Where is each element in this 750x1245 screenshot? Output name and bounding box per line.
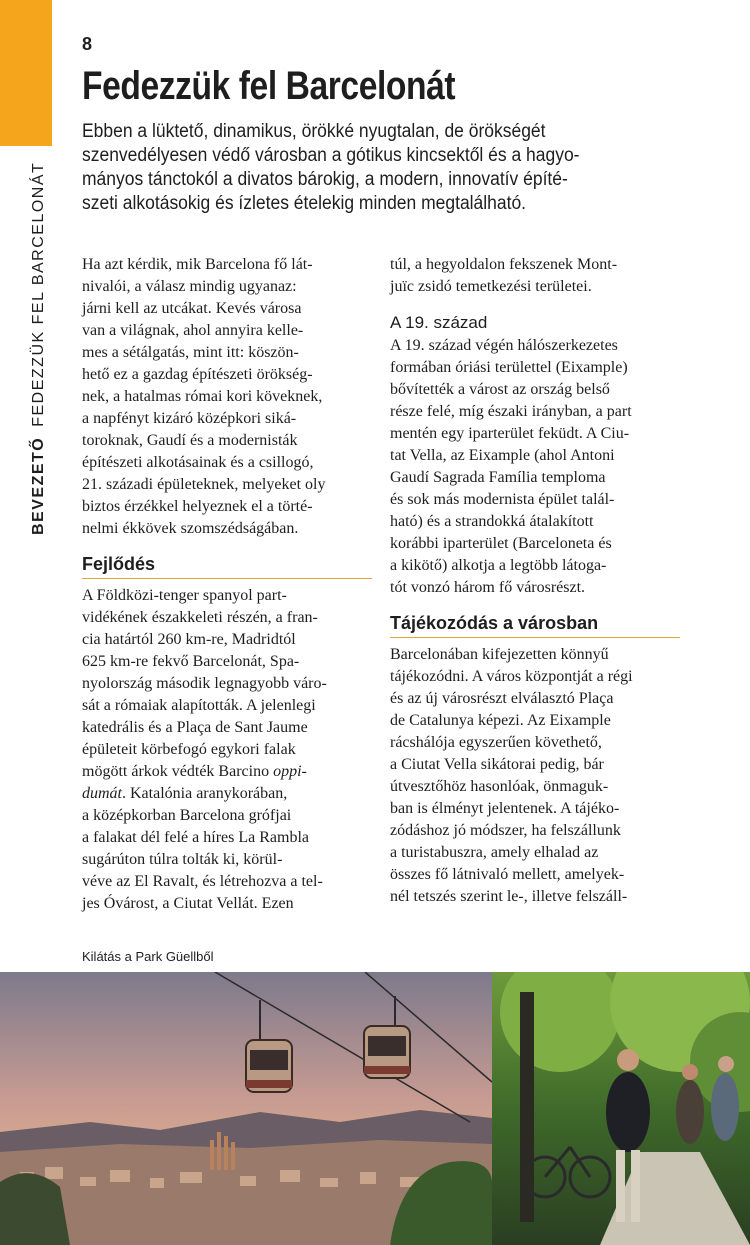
text-line: hető ez a gazdag építészeti örökség-	[82, 366, 313, 383]
right-column	[390, 254, 680, 908]
text-line: összes fő látnivaló mellett, amelyek-	[390, 866, 625, 883]
side-section-label: BEVEZETŐ	[30, 436, 47, 535]
text-line: mes a sétálgatás, mint itt: köszön-	[82, 344, 299, 361]
text-line: tót vonzó három fő városrészt.	[390, 579, 586, 596]
continuation-paragraph	[390, 254, 680, 298]
page-title: Fedezzük fel Barcelonát	[82, 64, 456, 108]
text-line: formában óriási területtel (Eixample)	[390, 359, 628, 376]
text-line: bővítették a várost az ország belső	[390, 381, 610, 398]
text-line: járni kell az utcákat. Kevés városa	[82, 300, 302, 317]
lead-line: mányos tánctokól a divatos bárokig, a modern, innovatív építé-	[82, 169, 568, 190]
text-line: toroknak, Gaudí és a modernisták	[82, 432, 298, 449]
text-line: a kikötő) alkotja a legtöbb látoga-	[390, 557, 607, 574]
text-line: sát a rómaiak alapították. A jelenlegi	[82, 697, 316, 714]
text-line: és az új városrészt elválasztó Plaça	[390, 690, 614, 707]
chapter-tab	[0, 0, 52, 146]
szazad-paragraph	[390, 335, 680, 599]
section-heading-tajekozodas: Tájékozódás a városban	[390, 613, 680, 638]
text-line: a Ciutat Vella sikátorai pedig, bár	[390, 756, 604, 773]
lead-line: szeti alkotásokig és ízletes ételekig minden megtalálható.	[82, 193, 527, 214]
text-line: van a világnak, ahol annyira kelle-	[82, 322, 304, 339]
text-line: sugárúton túlra tolták ki, körül-	[82, 851, 283, 868]
text-line: rácshálója egyszerűen követhető,	[390, 734, 602, 751]
fejlodes-paragraph	[82, 585, 372, 915]
text-line: jes Óvárost, a Ciutat Vellát. Ezen	[82, 895, 294, 912]
text-line: a falakat dél felé a híres La Rambla	[82, 829, 309, 846]
text-line: mentén egy iparterület feküdt. A Ciu-	[390, 425, 630, 442]
section-heading-19-szazad: A 19. század	[390, 313, 488, 332]
text-line: építészeti alkotásainak és a csillogó,	[82, 454, 314, 471]
text-line: katedrális és a Plaça de Sant Jaume	[82, 719, 308, 736]
text-line: 625 km-re fekvő Barcelonát, Spa-	[82, 653, 300, 670]
text-line: tájékozódni. A város központját a régi	[390, 668, 633, 685]
text-line: épületeit körbefogó egykori falak	[82, 741, 296, 758]
text-line: nél tetszés szerint le-, illetve felszáll-	[390, 888, 628, 905]
page-number: 8	[82, 34, 93, 54]
lead-paragraph	[82, 120, 682, 216]
text-line: nek, a hatalmas római kori köveknek,	[82, 388, 323, 405]
text-line: nivalói, a válasz mindig ugyanaz:	[82, 278, 297, 295]
text-line: juïc zsidó temetkezési területei.	[390, 278, 592, 295]
text-line: vidékének északkeleti részén, a fran-	[82, 609, 318, 626]
text-line: Gaudí Sagrada Família temploma	[390, 469, 606, 486]
text-line: ható) és a strandokká átalakított	[390, 513, 594, 530]
section-heading-fejlodes: Fejlődés	[82, 554, 372, 579]
text-line: és sok más modernista épület talál-	[390, 491, 615, 508]
photo-caption: Kilátás a Park Güellből	[82, 949, 214, 964]
side-chapter-name: FEDEZZÜK FEL BARCELONÁT	[30, 161, 47, 427]
park-photo	[492, 972, 750, 1245]
text-line: A Földközi-tenger spanyol part-	[82, 587, 287, 604]
left-column	[82, 254, 372, 915]
text-line: cia határtól 260 km-re, Madridtól	[82, 631, 296, 648]
text-line: korábbi iparterület (Barceloneta és	[390, 535, 612, 552]
text-line: része felé, míg északi irányban, a part	[390, 403, 632, 420]
text-fragment: mögött árkok védték Barcino	[82, 763, 274, 780]
intro-paragraph	[82, 254, 372, 540]
photo-strip	[0, 972, 750, 1245]
text-line: nelmi ékkövek szomszédságában.	[82, 520, 299, 537]
text-line: zódáshoz jó módszer, ha felszállunk	[390, 822, 621, 839]
text-line: biztos érzékkel helyeznek el a törté-	[82, 498, 313, 515]
text-line: 21. századi épületeknek, melyeket oly	[82, 476, 326, 493]
text-line: Barcelonában kifejezetten könnyű	[390, 646, 609, 663]
cable-car-photo	[0, 972, 492, 1245]
text-line	[82, 783, 372, 805]
text-line: ban is élményt jelentenek. A tájéko-	[390, 800, 620, 817]
text-line	[82, 761, 372, 783]
text-line: tat Vella, az Eixample (ahol Antoni	[390, 447, 615, 464]
text-line: a napfényt kizáró középkori siká-	[82, 410, 297, 427]
lead-line: Ebben a lüktető, dinamikus, örökké nyugtalan, de örökségét	[82, 121, 546, 142]
lead-line: szenvedélyesen védő városban a gótikus kincsektől és a hagyo-	[82, 145, 580, 166]
text-line: nyolország második legnagyobb váro-	[82, 675, 327, 692]
text-line: túl, a hegyoldalon fekszenek Mont-	[390, 256, 618, 273]
italic-term: oppi-	[273, 763, 307, 780]
text-line: a középkorban Barcelona grófjai	[82, 807, 292, 824]
text-line: de Catalunya képezi. Az Eixample	[390, 712, 611, 729]
text-line: a turistabuszra, amely elhalad az	[390, 844, 599, 861]
text-fragment: . Katalónia aranykorában,	[122, 785, 288, 802]
italic-term: dumát	[82, 785, 122, 802]
side-chapter-label	[26, 155, 52, 535]
text-line: útvesztőhöz hasonlóak, önmaguk-	[390, 778, 609, 795]
text-line: véve az El Ravalt, és létrehozva a tel-	[82, 873, 323, 890]
text-line: A 19. század végén hálószerkezetes	[390, 337, 618, 354]
tajekozodas-paragraph	[390, 644, 680, 908]
text-line: Ha azt kérdik, mik Barcelona fő lát-	[82, 256, 313, 273]
